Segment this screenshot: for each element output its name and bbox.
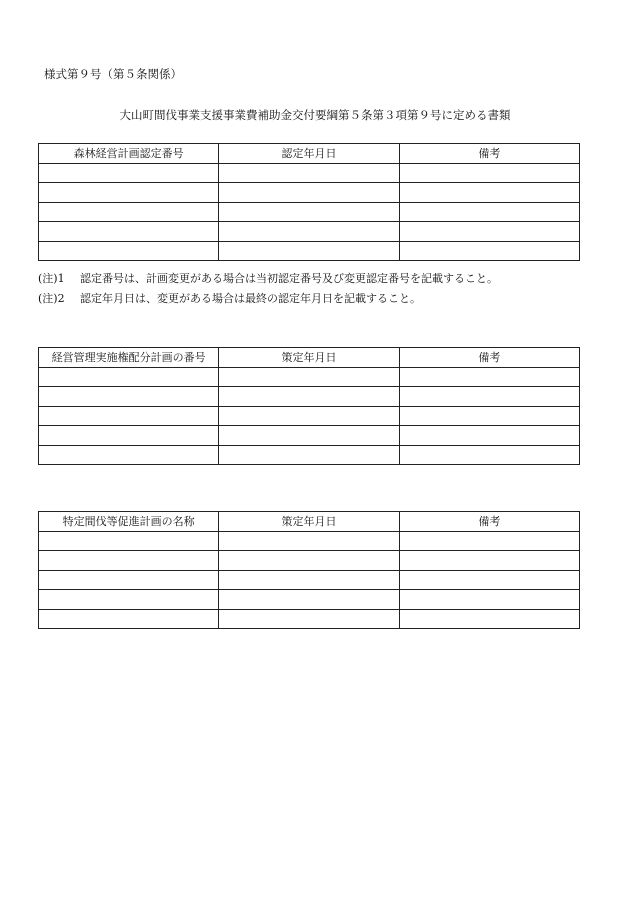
- table-cell[interactable]: [219, 202, 399, 222]
- header-plan-name: 特定間伐等促進計画の名称: [39, 512, 219, 532]
- document-title: 大山町間伐事業支援事業費補助金交付要綱第５条第３項第９号に定める書類: [119, 108, 511, 122]
- table-row: [39, 570, 580, 590]
- table-cell[interactable]: [219, 590, 399, 610]
- table-cell[interactable]: [39, 183, 219, 203]
- table-cell[interactable]: [219, 183, 399, 203]
- table-cell[interactable]: [39, 570, 219, 590]
- table-cell[interactable]: [219, 367, 399, 387]
- table-header-row: [39, 348, 580, 368]
- table-cell[interactable]: [39, 202, 219, 222]
- table-header-row: [39, 144, 580, 164]
- table-header-row: [39, 512, 580, 532]
- table-cell[interactable]: [219, 406, 399, 426]
- table-row: [39, 241, 580, 261]
- note-1-text: 認定番号は、計画変更がある場合は当初認定番号及び変更認定番号を記載すること。: [80, 272, 498, 285]
- header-remarks: 備考: [399, 144, 579, 164]
- table-cell[interactable]: [399, 590, 579, 610]
- table-cell[interactable]: [399, 222, 579, 242]
- table-row: [39, 445, 580, 465]
- header-remarks: 備考: [399, 512, 579, 532]
- table-cell[interactable]: [219, 445, 399, 465]
- table-cell[interactable]: [39, 406, 219, 426]
- table-row: [39, 387, 580, 407]
- table-row: [39, 183, 580, 203]
- table-cell[interactable]: [39, 163, 219, 183]
- table-cell[interactable]: [399, 163, 579, 183]
- table-cell[interactable]: [39, 241, 219, 261]
- thinning-promotion-plan-table: [38, 511, 580, 629]
- table-cell[interactable]: [399, 531, 579, 551]
- table-row: [39, 367, 580, 387]
- note-1-mark: (注)1: [38, 272, 65, 285]
- table-cell[interactable]: [399, 241, 579, 261]
- table-row: [39, 222, 580, 242]
- table-cell[interactable]: [219, 531, 399, 551]
- table-row: [39, 426, 580, 446]
- table-cell[interactable]: [39, 222, 219, 242]
- table-cell[interactable]: [399, 609, 579, 629]
- table-cell[interactable]: [219, 570, 399, 590]
- header-remarks: 備考: [399, 348, 579, 368]
- table-cell[interactable]: [399, 551, 579, 571]
- table-cell[interactable]: [39, 590, 219, 610]
- table-row: [39, 590, 580, 610]
- table-row: [39, 551, 580, 571]
- table-cell[interactable]: [219, 609, 399, 629]
- table-row: [39, 202, 580, 222]
- table-cell[interactable]: [399, 367, 579, 387]
- note-1: [38, 270, 498, 286]
- table-cell[interactable]: [39, 445, 219, 465]
- table-cell[interactable]: [39, 387, 219, 407]
- table-cell[interactable]: [399, 570, 579, 590]
- table-cell[interactable]: [39, 426, 219, 446]
- table-cell[interactable]: [219, 222, 399, 242]
- table-cell[interactable]: [399, 445, 579, 465]
- header-formulation-date: 策定年月日: [219, 512, 399, 532]
- table-cell[interactable]: [219, 426, 399, 446]
- table-cell[interactable]: [399, 406, 579, 426]
- table-cell[interactable]: [219, 551, 399, 571]
- table-cell[interactable]: [399, 387, 579, 407]
- table-row: [39, 609, 580, 629]
- table-cell[interactable]: [39, 531, 219, 551]
- table-cell[interactable]: [399, 202, 579, 222]
- table-row: [39, 406, 580, 426]
- table-cell[interactable]: [219, 163, 399, 183]
- management-rights-plan-table: [38, 347, 580, 465]
- table-cell[interactable]: [39, 609, 219, 629]
- forest-plan-table: [38, 143, 580, 261]
- header-plan-number: 経営管理実施権配分計画の番号: [39, 348, 219, 368]
- header-certification-number: 森林経営計画認定番号: [39, 144, 219, 164]
- header-certification-date: 認定年月日: [219, 144, 399, 164]
- form-number-label: 様式第９号（第５条関係）: [44, 67, 182, 81]
- table-cell[interactable]: [39, 551, 219, 571]
- table-cell[interactable]: [219, 241, 399, 261]
- table-row: [39, 163, 580, 183]
- table-row: [39, 531, 580, 551]
- note-2-text: 認定年月日は、変更がある場合は最終の認定年月日を記載すること。: [80, 292, 421, 305]
- table-cell[interactable]: [39, 367, 219, 387]
- note-2-mark: (注)2: [38, 292, 65, 305]
- table-cell[interactable]: [399, 426, 579, 446]
- note-2: [38, 290, 421, 306]
- table-cell[interactable]: [219, 387, 399, 407]
- header-formulation-date: 策定年月日: [219, 348, 399, 368]
- table-cell[interactable]: [399, 183, 579, 203]
